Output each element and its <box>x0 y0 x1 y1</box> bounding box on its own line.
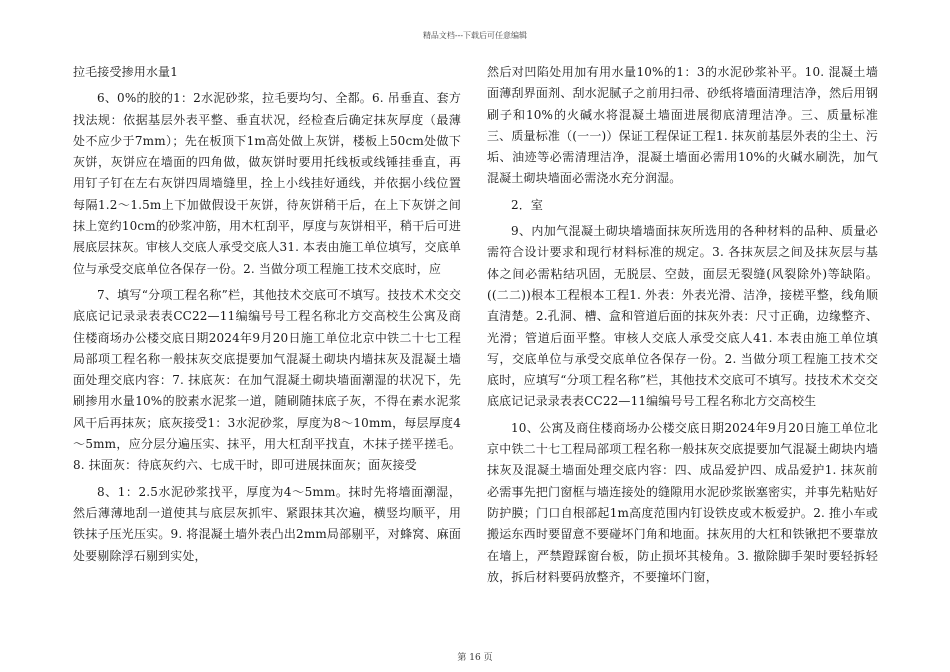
paragraph: 然后对凹陷处用加有用水量10%的1：3的水泥砂浆补平。10. 混凝土墙面薄刮界面剂、刮水泥腻子之前用扫帚、砂纸将墙面清理洁净，然后用钢刷子和10%的火碱水将混凝土墙面进展彻底清理洁净。三、质量标准三、质量标准（(一一)）保证工程保证工程1. 抹灰前基层外表的尘土、污垢、油迹等必需清理洁净，混凝土墙面必需用10%的火碱水刷洗，加气混凝土砌块墙面必需浇水充分润湿。 <box>487 65 878 186</box>
left-column <box>73 62 461 572</box>
paragraph: 2．室 <box>511 197 544 212</box>
paragraph: 拉毛接受掺用水量1 <box>73 65 178 79</box>
right-column <box>487 62 878 593</box>
page-header: 精品文档---下载后可任意编辑 <box>422 31 528 40</box>
paragraph: 7、填写“分项工程名称”栏，其他技术交底可不填写。技技术术交交底底记记录录表表CC22—11编编号号工程名称北方交高校生公寓及商住楼商场办公楼交底日期2024年9月20日施工单位北京中铁二十七工程局部项工程名称一般抹灰交底提要加气混凝土砌块内墙抹灰及混凝土墙面处理交底内容：7. 抹底灰：在加气混凝土砌块墙面潮湿的状况下，先刷掺用水量10%的胶素水泥浆一道，随刷随抹底子灰，不得在素水泥浆风干后再抹灰；底灰接受1：3水泥砂浆，厚度为8～10mm，每层厚度4～5mm，应分层分遍压实、抹平，用大杠刮平找直，木抹子搓平搓毛。8. 抹面灰：待底灰约六、七成干时，即可进展抹面灰；面灰接受 <box>73 287 461 473</box>
paragraph: 10、公寓及商住楼商场办公楼交底日期2024年9月20日施工单位北京中铁二十七工程局部项工程名称一般抹灰交底提要加气混凝土砌块内墙抹灰及混凝土墙面处理交底内容：四、成品爱护四、成品爱护1. 抹灰前必需事先把门窗框与墙连接处的缝隙用水泥砂浆嵌塞密实，并事先粘贴好防护膜；门口自根部起1m高度范围内钉设铁皮或木板爱护。2. 推小车或搬运东西时要留意不要碰坏门角和地面。抹灰用的大杠和铁锹把不要靠放在墙上，严禁蹬踩窗台板，防止损坏其棱角。3. 撤除脚手架时要轻拆轻放，拆后材料要码放整齐，不要撞坏门窗， <box>487 420 878 584</box>
page-number: 第 16 页 <box>457 653 493 663</box>
paragraph: 8、1：2.5水泥砂浆找平，厚度为4～5mm。抹时先将墙面潮湿，然后薄薄地刮一道使其与底层灰抓牢、紧跟抹其次遍，横竖均顺平，用铁抹子压光压实。9. 将混凝土墙外表凸出2mm局部剔平，对蜂窝、麻面处要剔除浮石剔到实处， <box>73 484 461 563</box>
paragraph: 6、0%的胶的1：2水泥砂浆，拉毛要均匀、全都。6. 吊垂直、套方找法规：依据基层外表平整、垂直状况，经检查后确定抹灰厚度（最薄处不应少于7mm）；先在板顶下1m高处做上灰饼，楼板上50cm处做下灰饼，灰饼应在墙面的四角做，做灰饼时要用托线板或线锤挂垂直，再用钉子钉在左右灰饼四周墙缝里，拴上小线挂好通线，并依据小线位置每隔1.2～1.5m上下加做假设干灰饼，待灰饼稍干后，在上下灰饼之间抹上宽约10cm的砂浆冲筋，用木杠刮平，厚度与灰饼相平，稍干后可进展底层抹灰。审核人交底人承受交底人31. 本表由施工单位填写，交底单位与承受交底单位各保存一份。2. 当做分项工程施工技术交底时，应 <box>73 91 462 276</box>
paragraph: 9、内加气混凝土砌块墙墙面抹灰所选用的各种材料的品种、质量必需符合设计要求和现行材料标准的规定。3. 各抹灰层之间及抹灰层与基体之间必需粘结巩固，无脱层、空鼓，面层无裂缝(风裂除外)等缺陷。((二二))根本工程根本工程1. 外表：外表光滑、洁净，接槎平整，线角顺直清楚。2.孔洞、槽、盒和管道后面的抹灰外表：尺寸正确，边缘整齐、光滑；管道后面平整。审核人交底人承受交底人41. 本表由施工单位填写，交底单位与承受交底单位各保存一份。2. 当做分项工程施工技术交底时，应填写“分项工程名称”栏，其他技术交底可不填写。技技术术交交底底记记录录表表CC22—11编编号号工程名称北方交高校生 <box>487 224 878 409</box>
